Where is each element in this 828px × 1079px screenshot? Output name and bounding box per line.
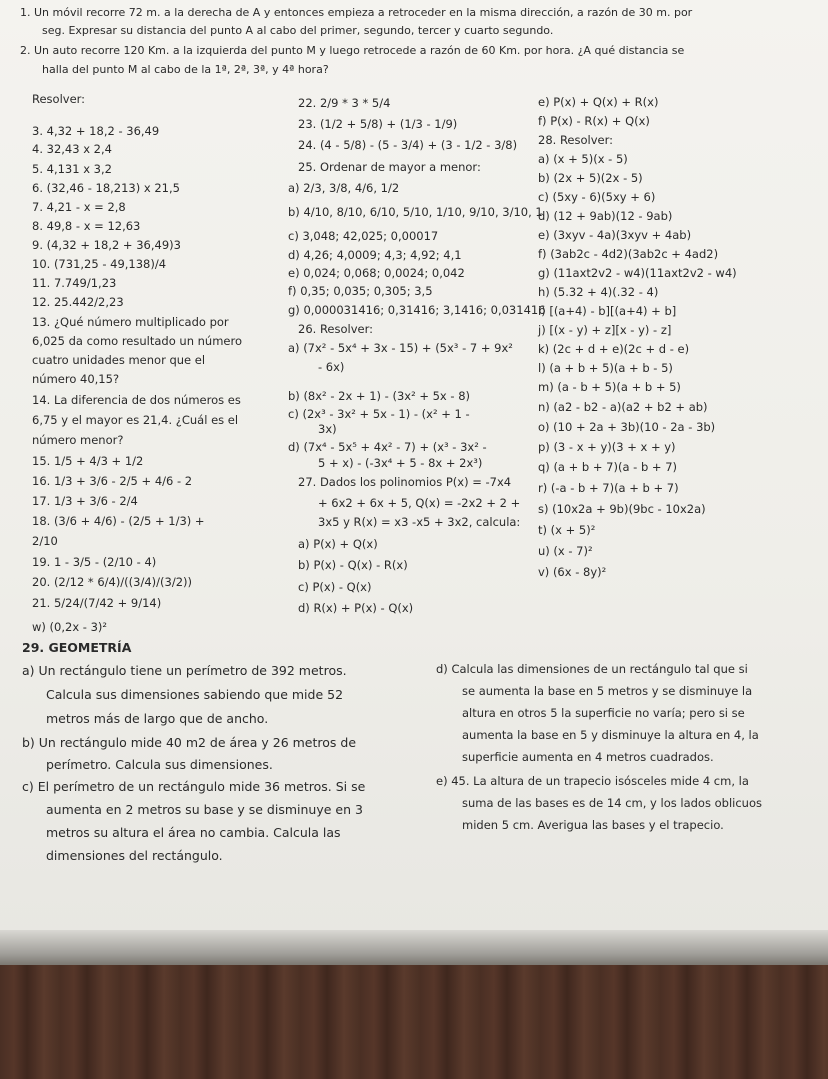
wooden-table <box>0 965 828 1079</box>
problem-2-line-2: halla del punto M al cabo de la 1ª, 2ª, 3ª, y 4ª hora? <box>42 63 329 76</box>
exercise-13-line-3: cuatro unidades menor que el <box>32 353 206 367</box>
exercise-25e: e) 0,024; 0,068; 0,0024; 0,042 <box>288 266 465 280</box>
geometry-a-line-1: a) Un rectángulo tiene un perímetro de 392 metros. <box>22 663 347 678</box>
geometry-title: 29. GEOMETRÍA <box>22 640 132 655</box>
exercise-28q: q) (a + b + 7)(a - b + 7) <box>538 460 678 474</box>
exercise-28v: v) (6x - 8y)² <box>538 565 607 579</box>
exercise-w: w) (0,2x - 3)² <box>32 620 108 634</box>
exercise-5: 5. 4,131 x 3,2 <box>32 162 112 176</box>
exercise-26b: b) (8x² - 2x + 1) - (3x² + 5x - 8) <box>288 389 471 403</box>
exercise-20: 20. (2/12 * 6/4)/((3/4)/(3/2)) <box>32 575 192 589</box>
exercise-27f: f) P(x) - R(x) + Q(x) <box>538 114 650 128</box>
exercise-3: 3. 4,32 + 18,2 - 36,49 <box>32 124 160 138</box>
exercise-28h: h) (5.32 + 4)(.32 - 4) <box>538 285 659 299</box>
exercise-28-title: 28. Resolver: <box>538 133 613 147</box>
exercise-25a: a) 2/3, 3/8, 4/6, 1/2 <box>288 181 400 195</box>
geometry-e-line-2: suma de las bases es de 14 cm, y los lados oblicuos <box>462 796 762 810</box>
exercise-16: 16. 1/3 + 3/6 - 2/5 + 4/6 - 2 <box>32 474 193 488</box>
problem-1-line-1: 1. Un móvil recorre 72 m. a la derecha de A y entonces empieza a retroceder en la misma dirección, a razón de 30 m. por <box>20 6 693 19</box>
geometry-e-line-1: e) 45. La altura de un trapecio isósceles mide 4 cm, la <box>436 774 749 788</box>
exercise-14-line-2: 6,75 y el mayor es 21,4. ¿Cuál es el <box>32 413 239 427</box>
geometry-c-line-3: metros su altura el área no cambia. Calcula las <box>46 825 341 840</box>
exercise-28p: p) (3 - x + y)(3 + x + y) <box>538 440 676 454</box>
geometry-e-line-3: miden 5 cm. Averigua las bases y el trapecio. <box>462 818 724 832</box>
geometry-d-line-1: d) Calcula las dimensiones de un rectángulo tal que si <box>436 662 748 676</box>
exercise-26-title: 26. Resolver: <box>298 322 373 336</box>
exercise-25f: f) 0,35; 0,035; 0,305; 3,5 <box>288 284 433 298</box>
exercise-27a: a) P(x) + Q(x) <box>298 537 378 551</box>
geometry-d-line-5: superficie aumenta en 4 metros cuadrados. <box>462 750 714 764</box>
exercise-27e: e) P(x) + Q(x) + R(x) <box>538 95 659 109</box>
geometry-c-line-4: dimensiones del rectángulo. <box>46 848 223 863</box>
exercise-26d: d) (7x⁴ - 5x⁵ + 4x² - 7) + (x³ - 3x² - <box>288 440 487 454</box>
exercise-27c: c) P(x) - Q(x) <box>298 580 372 594</box>
exercise-26c: c) (2x³ - 3x² + 5x - 1) - (x² + 1 - <box>288 407 470 421</box>
exercise-13-line-2: 6,025 da como resultado un número <box>32 334 243 348</box>
geometry-b-line-1: b) Un rectángulo mide 40 m2 de área y 26 metros de <box>22 735 357 750</box>
exercise-26d-cont: 5 + x) - (-3x⁴ + 5 - 8x + 2x³) <box>318 456 483 470</box>
exercise-9: 9. (4,32 + 18,2 + 36,49)3 <box>32 238 181 252</box>
exercise-6: 6. (32,46 - 18,213) x 21,5 <box>32 181 180 195</box>
exercise-11: 11. 7.749/1,23 <box>32 276 117 290</box>
geometry-c-line-1: c) El perímetro de un rectángulo mide 36 metros. Si se <box>22 779 366 794</box>
exercise-10: 10. (731,25 - 49,138)/4 <box>32 257 167 271</box>
exercise-26c-cont: 3x) <box>318 422 337 436</box>
exercise-8: 8. 49,8 - x = 12,63 <box>32 219 141 233</box>
exercise-27-line-2: + 6x2 + 6x + 5, Q(x) = -2x2 + 2 + <box>318 496 521 510</box>
exercise-23: 23. (1/2 + 5/8) + (1/3 - 1/9) <box>298 117 458 131</box>
exercise-28r: r) (-a - b + 7)(a + b + 7) <box>538 481 679 495</box>
exercise-27b: b) P(x) - Q(x) - R(x) <box>298 558 408 572</box>
exercise-18: 18. (3/6 + 4/6) - (2/5 + 1/3) + <box>32 514 205 528</box>
geometry-a-line-3: metros más de largo que de ancho. <box>46 711 269 726</box>
exercise-25g: g) 0,000031416; 0,31416; 3,1416; 0,031416 <box>288 303 546 317</box>
geometry-b-line-2: perímetro. Calcula sus dimensiones. <box>46 757 273 772</box>
page-bottom-shadow <box>0 930 828 970</box>
problem-2-line-1: 2. Un auto recorre 120 Km. a la izquierda del punto M y luego retrocede a razón de 60 Km. por hora. ¿A qué distancia se <box>20 44 685 57</box>
exercise-14-line-3: número menor? <box>32 433 124 447</box>
geometry-d-line-3: altura en otros 5 la superficie no varía; pero si se <box>462 706 745 720</box>
exercise-26a: a) (7x² - 5x⁴ + 3x - 15) + (5x³ - 7 + 9x² <box>288 341 513 355</box>
exercise-28i: i) [(a+4) - b][(a+4) + b] <box>538 304 677 318</box>
exercise-24: 24. (4 - 5/8) - (5 - 3/4) + (3 - 1/2 - 3/8) <box>298 138 518 152</box>
geometry-a-line-2: Calcula sus dimensiones sabiendo que mide 52 <box>46 687 344 702</box>
geometry-d-line-4: aumenta la base en 5 y disminuye la altura en 4, la <box>462 728 759 742</box>
exercise-7: 7. 4,21 - x = 2,8 <box>32 200 126 214</box>
exercise-27-line-3: 3x5 y R(x) = x3 -x5 + 3x2, calcula: <box>318 515 521 529</box>
exercise-28n: n) (a2 - b2 - a)(a2 + b2 + ab) <box>538 400 708 414</box>
exercise-27-line-1: 27. Dados los polinomios P(x) = -7x4 <box>298 475 512 489</box>
exercise-28u: u) (x - 7)² <box>538 544 593 558</box>
exercise-28t: t) (x + 5)² <box>538 523 596 537</box>
exercise-12: 12. 25.442/2,23 <box>32 295 124 309</box>
exercise-28e: e) (3xyv - 4a)(3xyv + 4ab) <box>538 228 692 242</box>
resolver-label: Resolver: <box>32 92 86 106</box>
exercise-18-cont: 2/10 <box>32 534 58 548</box>
exercise-19: 19. 1 - 3/5 - (2/10 - 4) <box>32 555 157 569</box>
exercise-28a: a) (x + 5)(x - 5) <box>538 152 628 166</box>
exercise-27d: d) R(x) + P(x) - Q(x) <box>298 601 414 615</box>
exercise-25d: d) 4,26; 4,0009; 4,3; 4,92; 4,1 <box>288 248 462 262</box>
exercise-28l: l) (a + b + 5)(a + b - 5) <box>538 361 673 375</box>
exercise-28j: j) [(x - y) + z][x - y) - z] <box>538 323 672 337</box>
exercise-26a-cont: - 6x) <box>318 360 345 374</box>
exercise-25b: b) 4/10, 8/10, 6/10, 5/10, 1/10, 9/10, 3/10, 1 <box>288 205 543 219</box>
geometry-d-line-2: se aumenta la base en 5 metros y se disminuye la <box>462 684 753 698</box>
exercise-28s: s) (10x2a + 9b)(9bc - 10x2a) <box>538 502 706 516</box>
exercise-4: 4. 32,43 x 2,4 <box>32 142 112 156</box>
exercise-28d: d) (12 + 9ab)(12 - 9ab) <box>538 209 673 223</box>
exercise-21: 21. 5/24/(7/42 + 9/14) <box>32 596 162 610</box>
exercise-28o: o) (10 + 2a + 3b)(10 - 2a - 3b) <box>538 420 716 434</box>
exercise-28b: b) (2x + 5)(2x - 5) <box>538 171 643 185</box>
exercise-15: 15. 1/5 + 4/3 + 1/2 <box>32 454 144 468</box>
problem-1-line-2: seg. Expresar su distancia del punto A al cabo del primer, segundo, tercer y cuarto segundo. <box>42 24 554 37</box>
exercise-28m: m) (a - b + 5)(a + b + 5) <box>538 380 681 394</box>
exercise-25c: c) 3,048; 42,025; 0,00017 <box>288 229 439 243</box>
exercise-28c: c) (5xy - 6)(5xy + 6) <box>538 190 656 204</box>
exercise-22: 22. 2/9 * 3 * 5/4 <box>298 96 391 110</box>
exercise-13-line-1: 13. ¿Qué número multiplicado por <box>32 315 229 329</box>
exercise-14-line-1: 14. La diferencia de dos números es <box>32 393 241 407</box>
exercise-17: 17. 1/3 + 3/6 - 2/4 <box>32 494 138 508</box>
exercise-28k: k) (2c + d + e)(2c + d - e) <box>538 342 690 356</box>
exercise-13-line-4: número 40,15? <box>32 372 120 386</box>
exercise-28f: f) (3ab2c - 4d2)(3ab2c + 4ad2) <box>538 247 719 261</box>
geometry-c-line-2: aumenta en 2 metros su base y se disminuye en 3 <box>46 802 363 817</box>
exercise-28g: g) (11axt2v2 - w4)(11axt2v2 - w4) <box>538 266 737 280</box>
exercise-25-title: 25. Ordenar de mayor a menor: <box>298 160 481 174</box>
